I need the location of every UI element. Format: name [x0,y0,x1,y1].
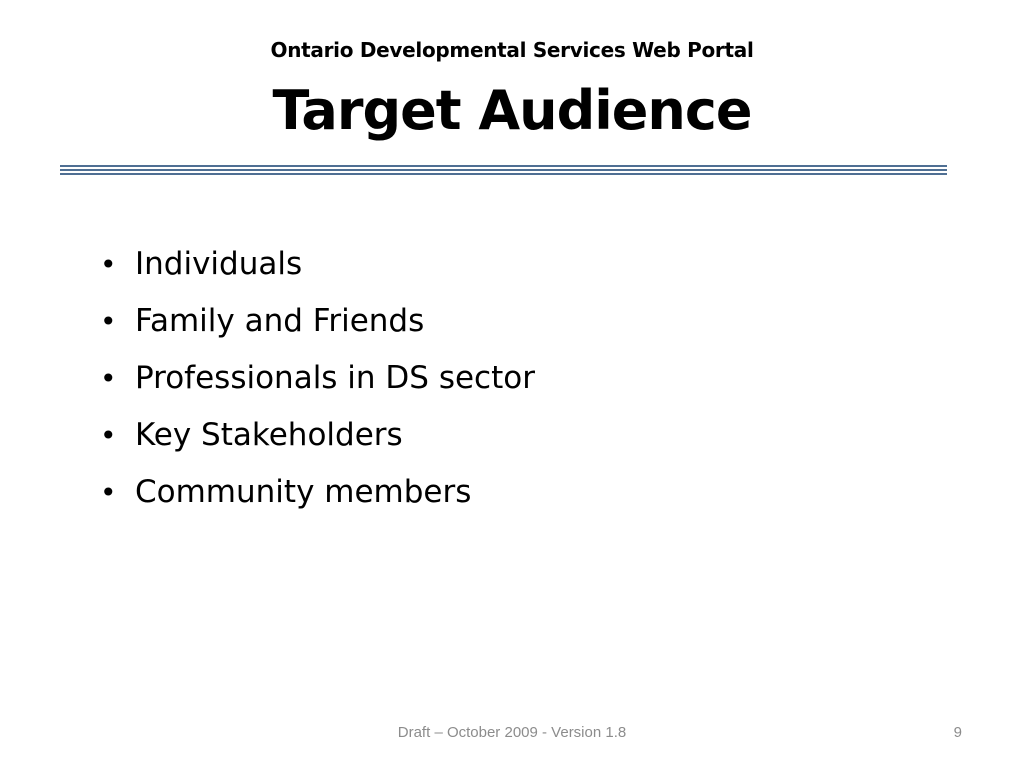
bullet-text: Family and Friends [135,303,425,339]
slide-subtitle: Ontario Developmental Services Web Portal [270,38,754,62]
page-number: 9 [953,724,962,741]
divider-line-bottom [60,173,947,175]
title-divider [60,165,947,175]
slide-title: Target Audience [272,79,752,142]
slide-footer: Draft – October 2009 - Version 1.8 [397,724,627,741]
bullet-icon: • [100,476,117,509]
bullet-list [100,236,535,521]
divider-line-top [60,165,947,167]
divider-line-middle [60,169,947,171]
bullet-icon: • [100,419,117,452]
bullet-item [100,407,535,464]
bullet-text: Community members [135,474,472,510]
bullet-icon: • [100,305,117,338]
bullet-item [100,236,535,293]
bullet-text: Individuals [135,246,303,282]
bullet-text: Key Stakeholders [135,417,403,453]
bullet-item [100,293,535,350]
bullet-icon: • [100,362,117,395]
bullet-icon: • [100,248,117,281]
bullet-text: Professionals in DS sector [135,360,535,396]
bullet-item [100,464,535,521]
bullet-item [100,350,535,407]
